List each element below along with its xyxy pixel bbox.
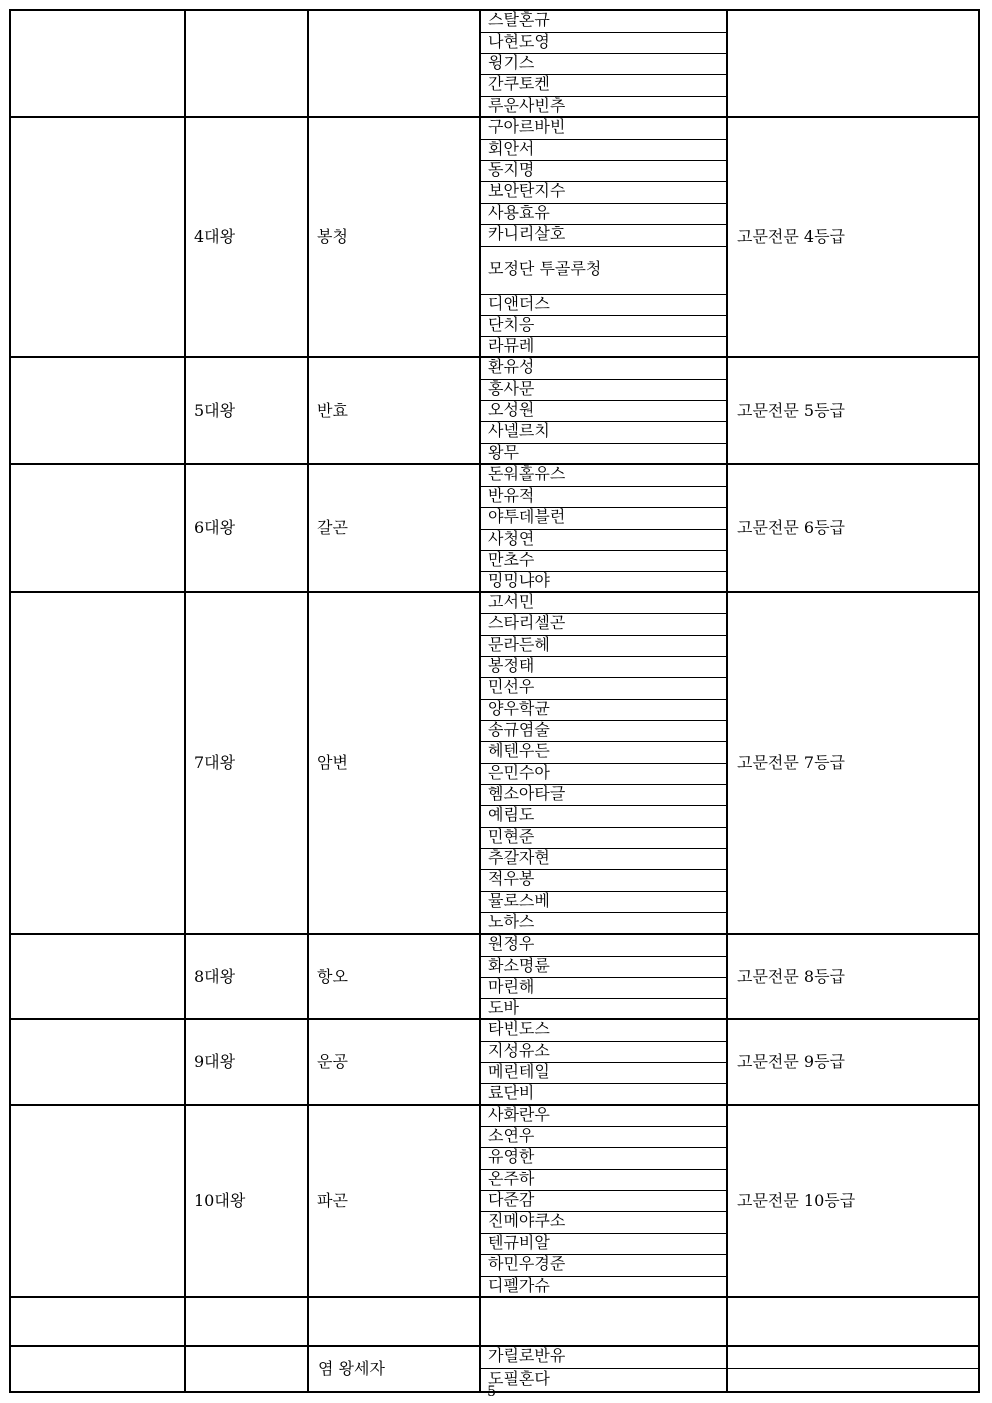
member-name: 윙기스 (488, 53, 535, 72)
title-cell: 반효 (317, 401, 348, 420)
member-name: 하민우경준 (488, 1254, 566, 1273)
member-name: 회안서 (488, 139, 535, 158)
member-name: 뮬로스베 (488, 891, 550, 910)
king-cell: 4대왕 (194, 227, 236, 246)
member-name: 노하스 (488, 912, 535, 931)
member-name: 고서민 (488, 592, 535, 611)
member-name: 사용효유 (488, 203, 550, 222)
member-name: 추갈자현 (488, 848, 550, 867)
member-name: 보안탄지수 (488, 181, 566, 200)
member-name: 소연우 (488, 1126, 535, 1145)
grade-cell: 고문전문 8등급 (737, 967, 846, 986)
king-cell: 10대왕 (194, 1191, 246, 1210)
member-name: 라뮤레 (488, 336, 535, 355)
member-name: 만초수 (488, 550, 535, 569)
title-cell: 봉청 (317, 227, 348, 246)
king-cell: 6대왕 (194, 518, 236, 537)
column-border (184, 10, 186, 1392)
member-name: 유영한 (488, 1147, 535, 1166)
member-name: 진메야쿠소 (488, 1211, 566, 1230)
member-name: 온주하 (488, 1169, 535, 1188)
member-name: 은민수아 (488, 763, 550, 782)
member-name: 봉정태 (488, 656, 535, 675)
page-number: - 5 - (478, 1384, 506, 1400)
member-name: 루운사빈추 (488, 96, 566, 115)
member-name: 도필혼다 (488, 1369, 550, 1388)
member-name: 민현준 (488, 827, 535, 846)
king-cell: 7대왕 (194, 753, 236, 772)
member-name: 디앤더스 (488, 294, 550, 313)
king-cell: 5대왕 (194, 401, 236, 420)
member-name: 단치응 (488, 315, 535, 334)
member-name: 홍사문 (488, 379, 535, 398)
member-name: 민선우 (488, 677, 535, 696)
grade-cell: 고문전문 4등급 (737, 227, 846, 246)
member-name: 텐규비알 (488, 1233, 550, 1252)
member-name: 타빈도스 (488, 1019, 550, 1038)
member-name: 밍밍냐야 (488, 571, 550, 590)
member-name: 사화란우 (488, 1105, 550, 1124)
member-name: 원정우 (488, 934, 535, 953)
title-cell: 암변 (317, 753, 348, 772)
grade-row-border (727, 1368, 979, 1369)
member-name: 카니리살호 (488, 224, 566, 243)
member-name: 화소명륜 (488, 956, 550, 975)
member-name: 헤텐우든 (488, 741, 550, 760)
member-name: 가릴로반유 (488, 1346, 566, 1365)
grade-cell: 고문전문 7등급 (737, 753, 846, 772)
title-cell: 갈곤 (317, 518, 348, 537)
member-name: 송규염술 (488, 720, 550, 739)
grade-cell: 고문전문 9등급 (737, 1052, 846, 1071)
column-border (479, 10, 481, 1392)
member-name: 구아르바빈 (488, 117, 566, 136)
member-name: 스타리셀곤 (488, 613, 566, 632)
member-name: 료단비 (488, 1083, 535, 1102)
member-name: 오성원 (488, 400, 535, 419)
member-name: 간쿠토켄 (488, 74, 550, 93)
member-name: 문라든헤 (488, 635, 550, 654)
member-name: 다준감 (488, 1190, 535, 1209)
column-border (726, 10, 728, 1392)
member-name: 동지명 (488, 160, 535, 179)
member-name: 모정단 투골루청 (488, 259, 602, 278)
member-name: 헴소아타글 (488, 784, 566, 803)
grade-cell: 고문전문 5등급 (737, 401, 846, 420)
row-group-border (9, 1296, 980, 1298)
member-name: 적우봉 (488, 869, 535, 888)
title-cell: 염 왕세자 (318, 1359, 385, 1378)
member-name: 도바 (488, 998, 519, 1017)
column-border (307, 10, 309, 1392)
member-name: 스탈혼규 (488, 10, 550, 29)
member-name: 디펠가슈 (488, 1276, 550, 1295)
title-cell: 운공 (317, 1052, 348, 1071)
member-name: 돈워홀유스 (488, 464, 566, 483)
member-name: 사넬르치 (488, 421, 550, 440)
member-name: 사청연 (488, 529, 535, 548)
title-cell: 파곤 (317, 1191, 348, 1210)
member-name: 메린테일 (488, 1062, 550, 1081)
member-name: 나현도영 (488, 32, 550, 51)
column-border (9, 10, 11, 1392)
king-cell: 9대왕 (194, 1052, 236, 1071)
member-name: 반유적 (488, 486, 535, 505)
member-name: 마린해 (488, 977, 535, 996)
grade-cell: 고문전문 6등급 (737, 518, 846, 537)
member-name: 야투데블런 (488, 507, 566, 526)
member-name: 양우학균 (488, 699, 550, 718)
king-cell: 8대왕 (194, 967, 236, 986)
column-border (978, 10, 980, 1392)
grade-cell: 고문전문 10등급 (737, 1191, 856, 1210)
member-name: 환유성 (488, 357, 535, 376)
member-name: 왕무 (488, 443, 519, 462)
member-name: 예림도 (488, 805, 535, 824)
member-name: 지성유소 (488, 1041, 550, 1060)
title-cell: 항오 (317, 967, 348, 986)
member-row-border (480, 246, 727, 247)
